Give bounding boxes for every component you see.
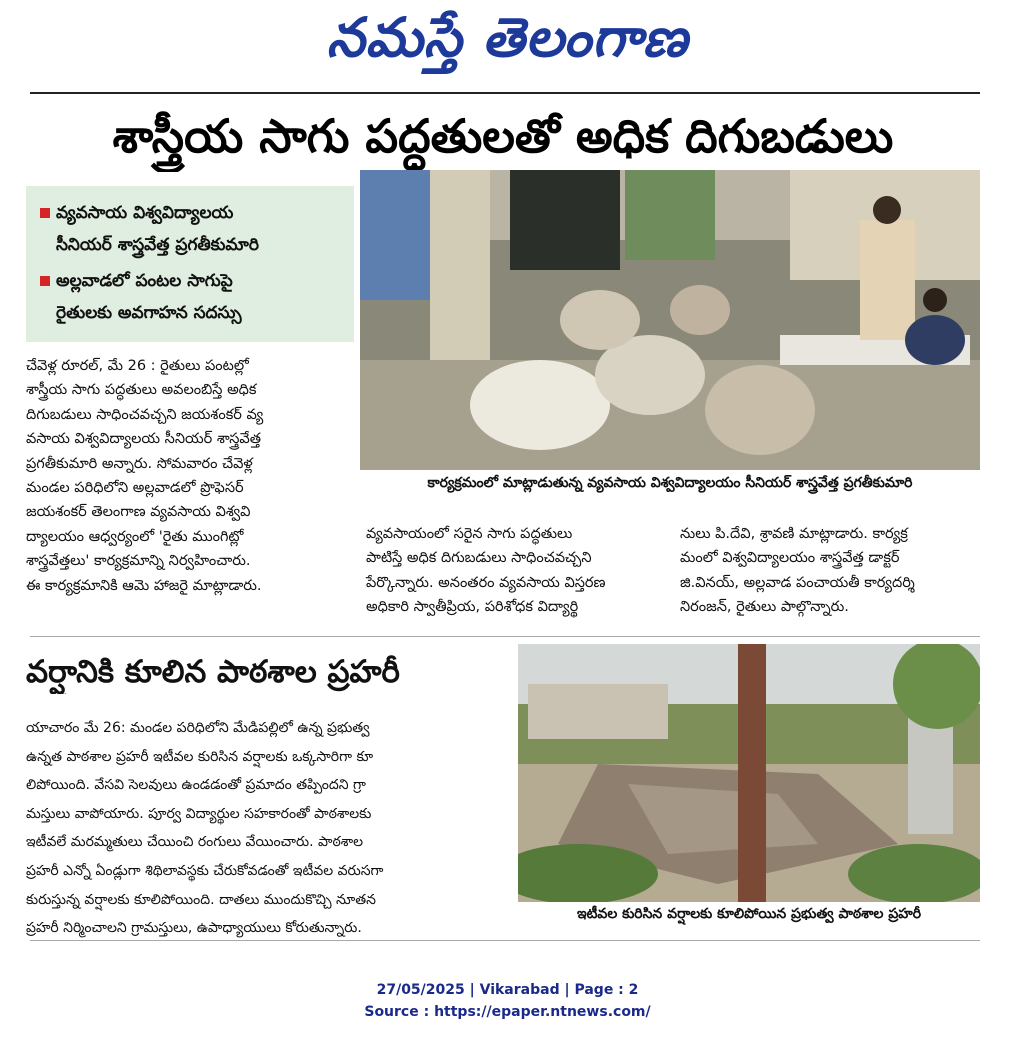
farmers-meeting-photo xyxy=(360,170,980,470)
masthead-divider xyxy=(30,92,980,94)
body-line: ఇటీవలే మరమ్మతులు చేయించి రంగులు వేయించారు. పాఠశాల xyxy=(26,834,364,851)
body-line: నిరంజన్, రైతులు పాల్గొన్నారు. xyxy=(680,599,849,616)
body-line: యాచారం మే 26: మండల పరిధిలోని మేడిపల్లిలో ఉన్న ప్రభుత్వ xyxy=(26,720,370,736)
story1-body-col2 xyxy=(366,522,666,620)
body-line: శాస్త్రవేత్తలు' కార్యక్రమాన్ని నిర్వహించారు. xyxy=(26,553,251,570)
footer-date-edition: 27/05/2025 | Vikarabad | Page : 2 xyxy=(376,982,639,998)
story1-headline: శాస్త్రీయ సాగు పద్ధతులతో అధిక దిగుబడులు xyxy=(112,109,894,163)
story1-photo-caption: కార్యక్రమంలో మాట్లాడుతున్న వ్యవసాయ విశ్వవిద్యాలయం సీనియర్ శాస్త్రవేత్త ప్రగతీకుమారి xyxy=(427,475,913,491)
story2-headline: వర్షానికి కూలిన పాఠశాల ప్రహరీ xyxy=(26,654,400,690)
body-line: మంలో విశ్వవిద్యాలయం శాస్త్రవేత్త డాక్టర్ xyxy=(680,550,900,567)
bullet-square-icon xyxy=(40,276,50,286)
body-line: ఉన్నత పాఠశాల ప్రహరీ ఇటీవల కురిసిన వర్షాలకు ఒక్కసారిగా కూ xyxy=(26,748,374,765)
story2-photo xyxy=(518,644,980,902)
story1-body-col3 xyxy=(680,522,980,620)
body-line: ప్రహరీ ఎన్నో ఏండ్లుగా శిథిలావస్థకు చేరుకోవడంతో ఇటీవల వరుసగా xyxy=(26,862,384,879)
body-line: పేర్కొన్నారు. అనంతరం వ్యవసాయ విస్తరణ xyxy=(366,574,606,591)
highlight-1-line1: వ్యవసాయ విశ్వవిద్యాలయ xyxy=(56,203,234,223)
body-line: ద్యాలయం ఆధ్వర్యంలో 'రైతు ముంగిట్లో xyxy=(26,528,244,545)
body-line: నులు పి.దేవి, శ్రావణి మాట్లాడారు. కార్యక్ర xyxy=(680,526,908,542)
body-line: అధికారి స్వాతీప్రియ, పరిశోధక విద్యార్థి xyxy=(366,599,579,616)
masthead xyxy=(0,0,1015,84)
body-line: పాటిస్తే అధిక దిగుబడులు సాధించవచ్చని xyxy=(366,550,592,567)
body-line: మస్తులు వాపోయారు. పూర్వ విద్యార్థుల సహకారంతో పాఠశాలకు xyxy=(26,805,372,822)
body-line: దిగుబడులు సాధించవచ్చని జయశంకర్ వ్య xyxy=(26,406,264,423)
body-line: ప్రహరీ నిర్మించాలని గ్రామస్తులు, ఉపాధ్యాయులు కోరుతున్నారు. xyxy=(26,920,362,937)
highlight-1 xyxy=(40,202,350,224)
body-line: ఈ కార్యక్రమానికి ఆమె హాజరై మాట్లాడారు. xyxy=(26,577,262,594)
body-line: జి.వినయ్, అల్లవాడ పంచాయతీ కార్యదర్శి xyxy=(680,574,915,591)
footer-source[interactable]: Source : https://epaper.ntnews.com/ xyxy=(364,1004,651,1020)
body-line: వ్యవసాయంలో సరైన సాగు పద్ధతులు xyxy=(366,526,573,542)
body-line: శాస్త్రీయ సాగు పద్ధతులు అవలంబిస్తే అధిక xyxy=(26,382,257,399)
highlight-1-line2: సీనియర్ శాస్త్రవేత్త ప్రగతీకుమారి xyxy=(56,235,259,255)
highlight-2-line1: అల్లవాడలో పంటల సాగుపై xyxy=(56,271,233,291)
story2-photo-caption: ఇటీవల కురిసిన వర్షాలకు కూలిపోయిన ప్రభుత్వ పాఠశాల ప్రహరీ xyxy=(576,906,922,922)
story1-body-col1 xyxy=(26,354,354,598)
bottom-divider xyxy=(30,940,980,941)
body-line: జయశంకర్ తెలంగాణ వ్యవసాయ విశ్వవి xyxy=(26,504,251,521)
highlight-2-line2: రైతులకు అవగాహన సదస్సు xyxy=(56,303,242,323)
masthead-title: నమస్తే తెలంగాణ xyxy=(326,6,689,69)
story1-photo xyxy=(360,170,980,470)
bullet-square-icon xyxy=(40,208,50,218)
story1-highlights xyxy=(26,186,354,342)
body-line: లిపోయింది. వేసవి సెలవులు ఉండడంతో ప్రమాదం తప్పిందని గ్రా xyxy=(26,777,366,794)
story2-body xyxy=(26,714,512,943)
body-line: కురుస్తున్న వర్షాలకు కూలిపోయింది. దాతలు ముందుకొచ్చి నూతన xyxy=(26,891,376,908)
body-line: ప్రగతీకుమారి అన్నారు. సోమవారం చేవెళ్ల xyxy=(26,455,253,472)
body-line: వసాయ విశ్వవిద్యాలయ సీనియర్ శాస్త్రవేత్త xyxy=(26,431,261,448)
body-line: చేవెళ్ల రూరల్, మే 26 : రైతులు పంటల్లో xyxy=(26,358,249,374)
highlight-2 xyxy=(40,270,350,292)
body-line: మండల పరిధిలోని అల్లవాడలో ప్రొఫెసర్ xyxy=(26,480,244,497)
section-divider xyxy=(30,636,980,637)
collapsed-wall-photo xyxy=(518,644,980,902)
